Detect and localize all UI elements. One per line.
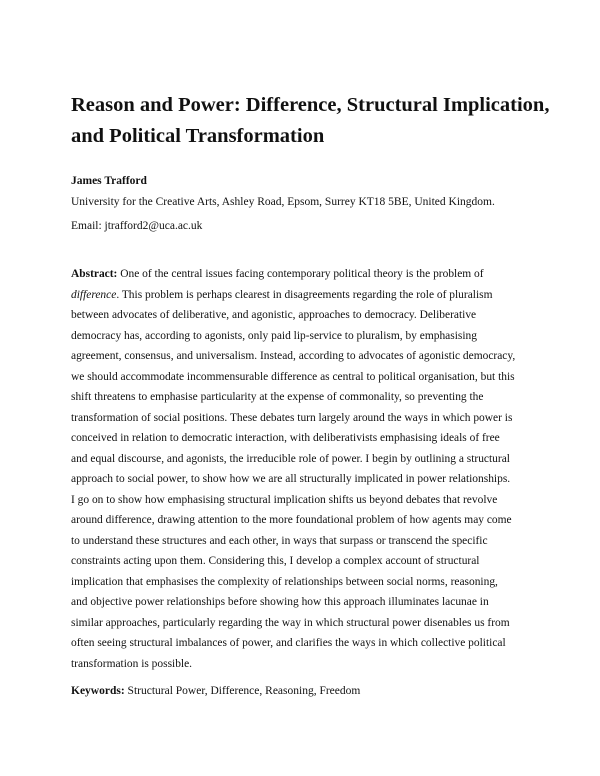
author-name: James Trafford xyxy=(71,175,147,187)
abstract-line: and objective power relationships before showing how this approach illuminates lacunae in xyxy=(71,596,489,608)
abstract-line: conceived in relation to democratic interaction, with deliberativists emphasising ideals of free xyxy=(71,432,500,444)
abstract-line: approach to social power, to show how we are all structurally implicated in power relationships. xyxy=(71,473,511,485)
abstract-line: often seeing structural imbalances of power, and clarifies the ways in which collective political xyxy=(71,637,506,649)
abstract-line: between advocates of deliberative, and agonistic, approaches to democracy. Deliberative xyxy=(71,309,477,321)
abstract-label: Abstract: xyxy=(71,268,118,280)
abstract-line xyxy=(71,285,541,306)
abstract-text: One of the central issues facing contemporary political theory is the problem of xyxy=(117,268,484,280)
paper-title xyxy=(71,90,550,152)
abstract-line: to understand these structures and each other, in ways that surpass or transcend the specific xyxy=(71,534,488,547)
abstract-line: shift threatens to emphasise particularity at the expense of commonality, so preventing the xyxy=(71,391,484,403)
keywords-label: Keywords: xyxy=(71,685,125,697)
abstract-line: and equal discourse, and agonists, the irreducible role of power. I begin by outlining a structural xyxy=(71,452,510,465)
abstract xyxy=(71,264,541,674)
abstract-line: democracy has, according to agonists, only paid lip-service to pluralism, by emphasising xyxy=(71,329,477,342)
keywords-text: Structural Power, Difference, Reasoning, Freedom xyxy=(124,685,361,697)
abstract-line: agreement, consensus, and universalism. Instead, according to advocates of agonistic democracy, xyxy=(71,350,516,362)
title-line: and Political Transformation xyxy=(71,125,325,147)
abstract-emphasis: difference xyxy=(71,288,117,301)
abstract-line: around difference, drawing attention to the more foundational problem of how agents may come xyxy=(71,514,512,526)
abstract-line xyxy=(71,264,541,285)
abstract-text: . This problem is perhaps clearest in disagreements regarding the role of pluralism xyxy=(116,288,493,301)
author-email: Email: jtrafford2@uca.ac.uk xyxy=(71,220,203,232)
abstract-line: we should accommodate incommensurable difference as central to political organisation, but this xyxy=(71,370,515,383)
abstract-line: constraints acting upon them. Considering this, I develop a complex account of structural xyxy=(71,555,480,567)
abstract-line: implication that emphasises the complexity of relationships between social norms, reasoning, xyxy=(71,575,498,588)
abstract-line: transformation is possible. xyxy=(71,657,193,670)
abstract-line: transformation of social positions. These debates turn largely around the ways in which power is xyxy=(71,411,513,424)
title-line: Reason and Power: Difference, Structural Implication, xyxy=(71,94,550,116)
abstract-line: similar approaches, particularly regarding the way in which structural power disenables us from xyxy=(71,616,510,629)
abstract-line: I go on to show how emphasising structural implication shifts us beyond debates that revolve xyxy=(71,493,498,506)
author-affiliation: University for the Creative Arts, Ashley Road, Epsom, Surrey KT18 5BE, United Kingdom. xyxy=(71,196,495,208)
keywords xyxy=(71,684,360,698)
